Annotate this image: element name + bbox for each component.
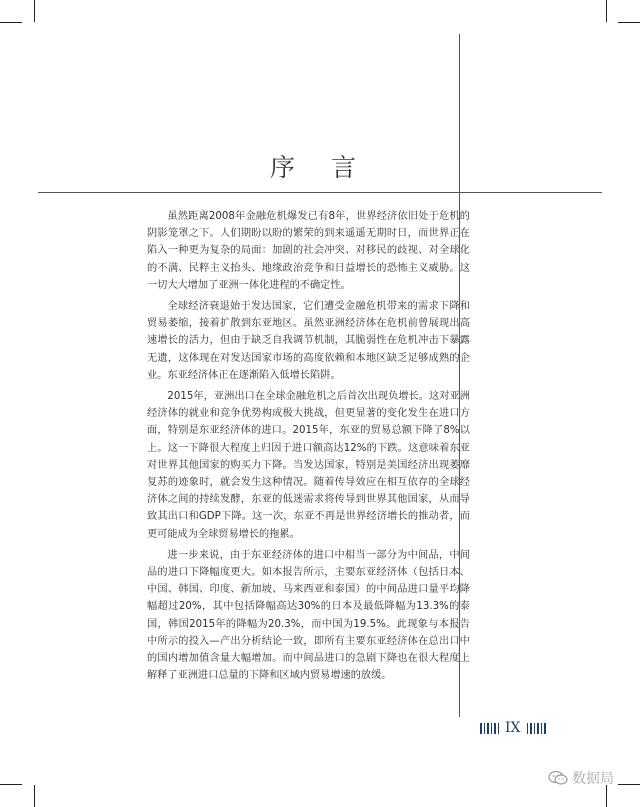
crop-mark [618,22,640,23]
watermark-text: 数据局 [572,771,614,787]
crop-mark [606,0,607,22]
paragraph: 全球经济衰退始于发达国家，它们遭受金融危机带来的需求下降和贸易萎缩，接着扩散到东亚地区。虽然亚洲经济体在危机前曾展现出高速增长的活力，但由于缺乏自我调节机制，其脆弱性在危机冲击下暴露无遗，这体现在对发达国家市场的高度依赖和本地区缺乏足够成熟的企业。东亚经济体正在逐渐陷入低增长陷阱。 [147,301,470,381]
horizontal-rule [38,192,602,193]
paragraph: 进一步来说，由于东亚经济体的进口中相当一部分为中间品，中间品的进口下降幅度更大。如本报告所示，主要东亚经济体（包括日本、中国、韩国、印度、新加坡、马来西亚和泰国）的中间品进口量平均降幅超过20%，其中包括降幅高达30%的日本及最低降幅为13.3%的泰国，韩国2015年的降幅为20.3%，而中国为19.5%。此现象与本报告中所示的投入—产出分析结论一致，即所有主要东亚经济体在总出口中的国内增加值含量大幅增加。而中间品进口的急剧下降也在很大程度上解释了亚洲进口总量的下降和区域内贸易增速的放缓。 [147,549,470,682]
crop-mark [0,22,22,23]
crop-mark [0,784,22,785]
decorative-bars-left [480,723,499,734]
crop-mark [34,785,35,807]
page-number: IX [505,720,521,736]
crop-mark [606,785,607,807]
watermark [548,768,614,788]
crop-mark [618,784,640,785]
page-number-block [480,720,546,736]
wechat-icon [548,771,568,785]
decorative-bars-right [527,723,546,734]
body-text [147,208,470,688]
paragraph: 2015年，亚洲出口在全球金融危机之后首次出现负增长。这对亚洲经济体的就业和竞争优势构成极大挑战，但更显著的变化发生在进口方面，特别是东亚经济体的进口。2015年，东亚的贸易总额下降了8%以上。这一下降很大程度上归因于进口额高达12%的下跌。这意味着东亚对世界其他国家的购买力下降。当发达国家，特别是美国经济出现萎靡复苏的迹象时，就会发生这种情况。随着传导效应在相互依存的全球经济体之间的持续发酵，东亚的低迷需求将传导到世界其他国家，从而导致其出口和GDP下降。这一次，东亚不再是世界经济增长的推动者，而更可能成为全球贸易增长的拖累。 [147,391,470,540]
crop-mark [34,0,35,22]
paragraph: 虽然距离2008年金融危机爆发已有8年，世界经济依旧处于危机的阴影笼罩之下。人们期盼以盼的繁荣的到来遥遥无期时日，而世界正在陷入一种更为复杂的局面：加剧的社会冲突、对移民的歧视、对全球化的不满、民粹主义抬头、地缘政治竞争和日益增长的恐怖主义威胁。这一切大大增加了亚洲一体化进程的不确定性。 [147,211,470,291]
page-title: 序 言 [270,153,370,182]
